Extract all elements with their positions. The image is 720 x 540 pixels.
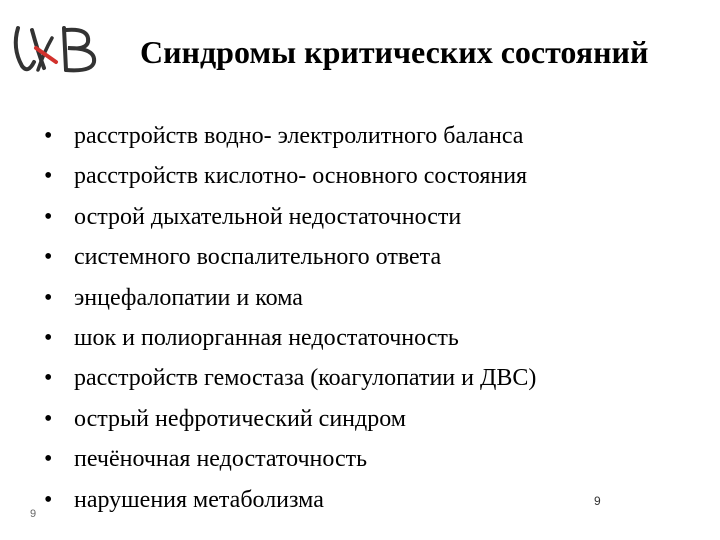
bullet-icon: • bbox=[44, 405, 53, 432]
bullet-icon: • bbox=[44, 324, 53, 351]
list-item-text: шок и полиорганная недостаточность bbox=[74, 324, 459, 351]
list-item-text: острой дыхательной недостаточности bbox=[74, 203, 462, 230]
logo bbox=[8, 18, 103, 80]
list-item bbox=[44, 439, 694, 479]
list-item-text: нарушения метаболизма bbox=[74, 486, 324, 513]
list-item-text: расстройств кислотно- основного состояния bbox=[74, 163, 528, 190]
bullet-icon: • bbox=[44, 163, 53, 190]
list-item-text: расстройств гемостаза (коагулопатии и ДВС) bbox=[74, 365, 537, 392]
list-item bbox=[44, 156, 694, 196]
bullet-icon: • bbox=[44, 446, 53, 473]
list-item bbox=[44, 358, 694, 398]
nb-monogram-logo-icon bbox=[8, 18, 103, 80]
list-item bbox=[44, 399, 694, 439]
bullet-icon: • bbox=[44, 123, 53, 149]
list-item bbox=[44, 197, 694, 237]
bullet-icon: • bbox=[44, 203, 53, 230]
list-item-text: энцефалопатии и кома bbox=[74, 284, 303, 311]
bullet-icon: • bbox=[44, 244, 53, 271]
page-number-footer: 9 bbox=[30, 508, 37, 520]
bullet-icon: • bbox=[44, 365, 53, 392]
page-number: 9 bbox=[594, 494, 601, 508]
bullet-list bbox=[44, 116, 694, 520]
list-item bbox=[44, 318, 694, 358]
list-item-text: системного воспалительного ответа bbox=[74, 244, 442, 271]
list-item bbox=[44, 278, 694, 318]
bullet-icon: • bbox=[44, 284, 53, 311]
list-item-text: расстройств водно- электролитного баланса bbox=[74, 123, 524, 149]
slide-title: Синдромы критических состояний bbox=[140, 34, 649, 70]
list-item bbox=[44, 237, 694, 277]
list-item-text: печёночная недостаточность bbox=[74, 446, 368, 473]
list-item-text: острый нефротический синдром bbox=[74, 405, 406, 432]
list-item bbox=[44, 116, 694, 156]
bullet-icon: • bbox=[44, 486, 53, 513]
